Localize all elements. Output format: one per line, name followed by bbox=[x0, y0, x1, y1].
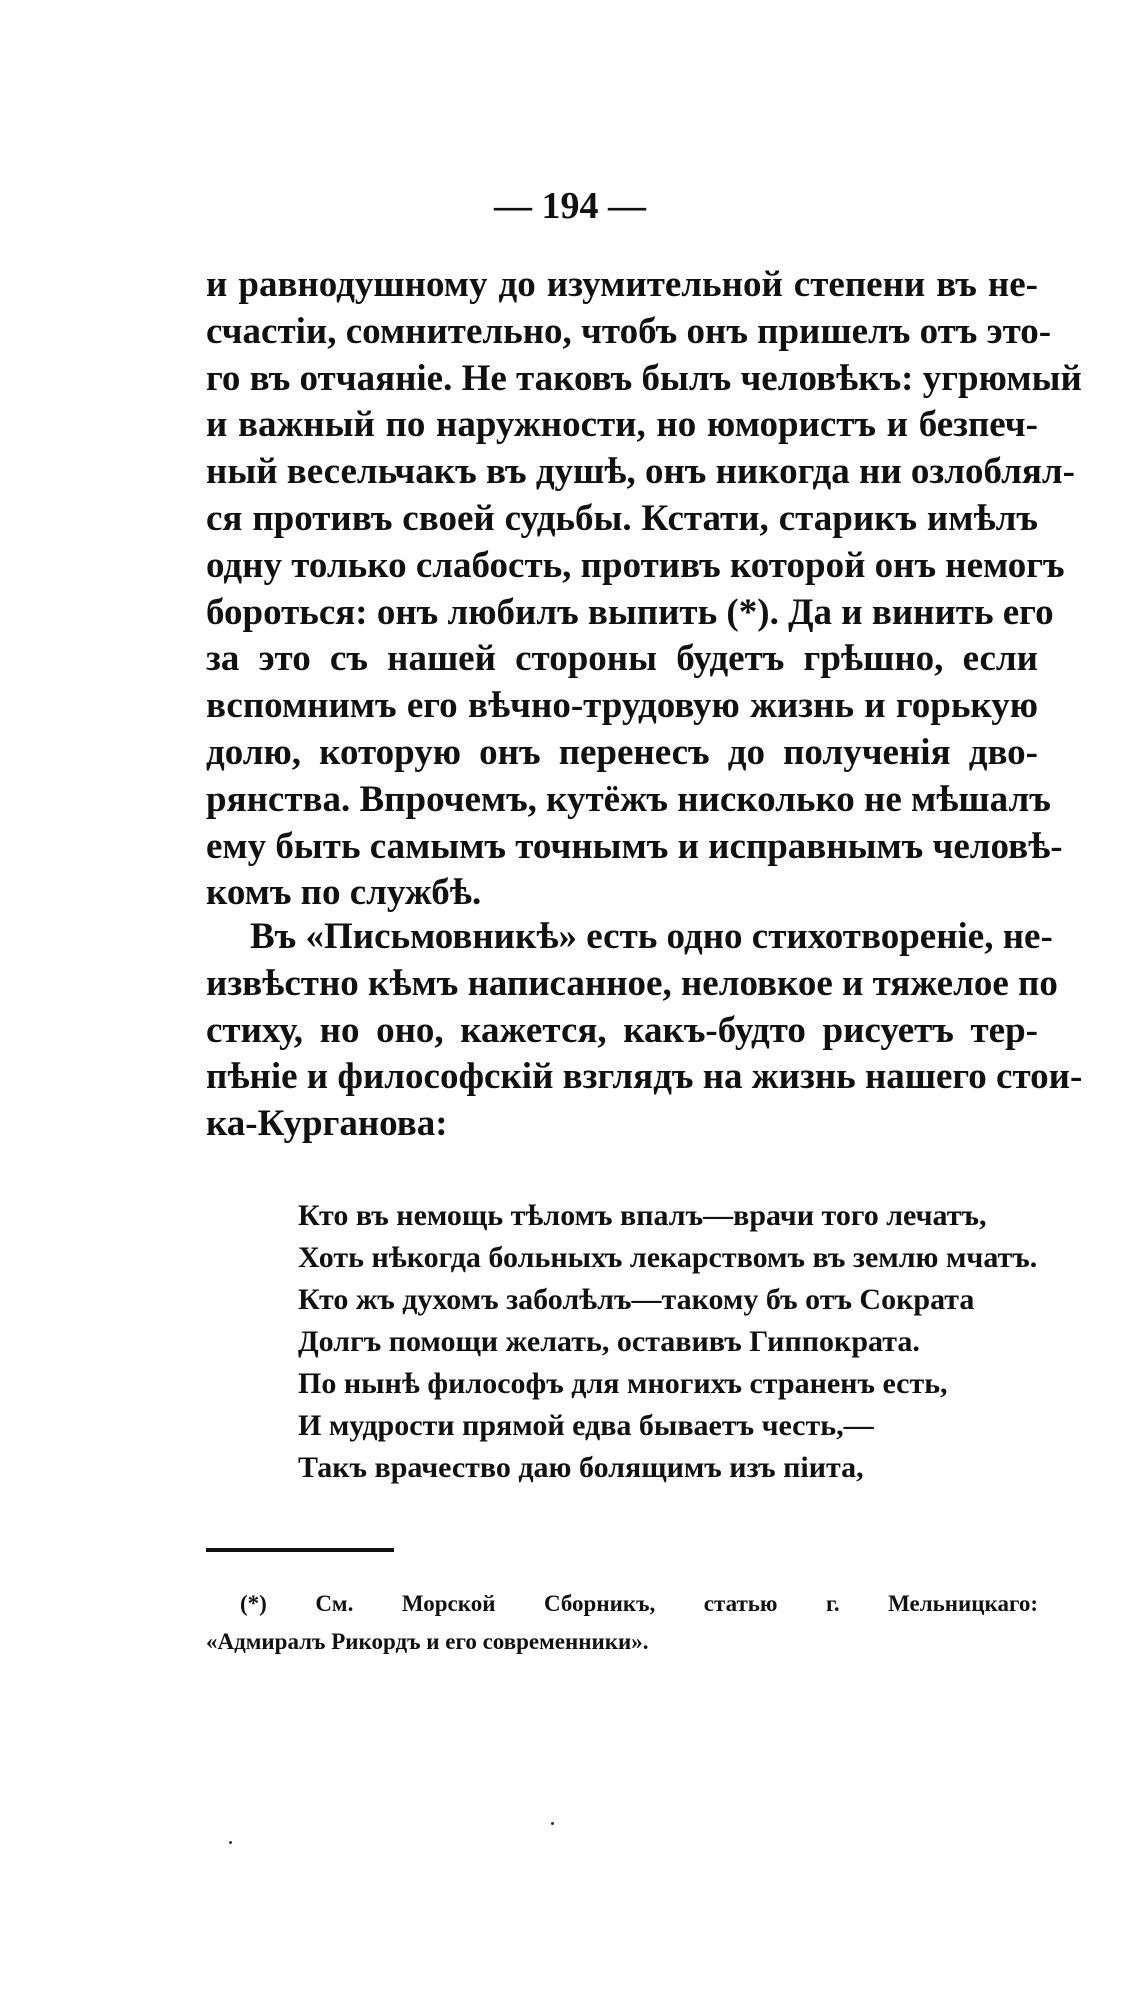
paragraph-line: рянства. Впрочемъ, кутёжъ нисколько не мѣшалъ bbox=[206, 778, 1051, 820]
paragraph-line: долю, которую онъ перенесъ до полученiя дво- bbox=[206, 731, 1038, 773]
poem-line: Такъ врачество даю болящимъ изъ пiита, bbox=[298, 1451, 864, 1484]
paragraph-line: стиху, но оно, кажется, какъ-будто рисуетъ тер- bbox=[206, 1009, 1038, 1051]
poem-line: Долгъ помощи желать, оставивъ Гиппократа. bbox=[298, 1325, 920, 1358]
paragraph-line: извѣстно кѣмъ написанное, неловкое и тяжелое по bbox=[206, 962, 1058, 1004]
paragraph-line: вспомнимъ его вѣчно-трудовую жизнь и горькую bbox=[206, 685, 1038, 727]
paragraph-line: го въ отчаянiе. Не таковъ былъ человѣкъ: угрюмый bbox=[206, 357, 1082, 399]
paragraph-line: за это съ нашей стороны будетъ грѣшно, если bbox=[206, 638, 1038, 680]
paragraph-line: пѣнiе и философскiй взглядъ на жизнь нашего стои- bbox=[206, 1056, 1083, 1098]
paragraph-line: бороться: онъ любилъ выпить (*). Да и винить его bbox=[206, 591, 1054, 633]
paragraph-line: комъ по службѣ. bbox=[206, 872, 482, 914]
footnote-line: «Адмиралъ Рикордъ и его современники». bbox=[206, 1629, 649, 1654]
paragraph-line: ему быть самымъ точнымъ и исправнымъ человѣ- bbox=[206, 825, 1063, 867]
poem-line: Кто жъ духомъ заболѣлъ—такому бъ отъ Сократа bbox=[298, 1283, 975, 1316]
paragraph-line: и равнодушному до изумительной степени въ не- bbox=[206, 264, 1038, 305]
paper-speck bbox=[551, 1822, 554, 1825]
paragraph-2 bbox=[206, 914, 1083, 1148]
poem-line: Хоть нѣкогда больныхъ лекарствомъ въ землю мчатъ. bbox=[298, 1241, 1038, 1274]
paragraph-line: ный весельчакъ въ душѣ, онъ никогда ни озлоблял- bbox=[206, 451, 1075, 493]
page-number: — 194 — bbox=[494, 185, 646, 227]
paragraph-line: одну только слабость, противъ которой онъ немогъ bbox=[206, 544, 1065, 586]
paragraph-1 bbox=[206, 262, 1082, 917]
poem-line: По нынѣ философъ для многихъ страненъ есть, bbox=[298, 1367, 948, 1400]
footnote-divider bbox=[206, 1548, 394, 1552]
poem-line: И мудрости прямой едва бываетъ честь,— bbox=[298, 1409, 874, 1442]
paper-speck bbox=[229, 1841, 232, 1844]
paragraph-line: счастiи, сомнительно, чтобъ онъ пришелъ отъ это- bbox=[206, 310, 1052, 352]
poem-line: Кто въ немощь тѣломъ впалъ—врачи того лечатъ, bbox=[298, 1199, 987, 1232]
footnote-line: (*) См. Морской Сборникъ, статью г. Мельницкаго: bbox=[240, 1591, 1038, 1616]
footnote bbox=[206, 1585, 1038, 1661]
paragraph-line: ка-Курганова: bbox=[206, 1103, 448, 1145]
paragraph-line: ся противъ своей судьбы. Кстати, старикъ имѣлъ bbox=[206, 497, 1038, 539]
paragraph-line: и важный по наружности, но юмористъ и безпеч- bbox=[206, 404, 1038, 446]
poem-block bbox=[298, 1195, 1068, 1489]
paragraph-line: Въ «Письмовникѣ» есть одно стихотворенiе, не- bbox=[250, 916, 1053, 957]
